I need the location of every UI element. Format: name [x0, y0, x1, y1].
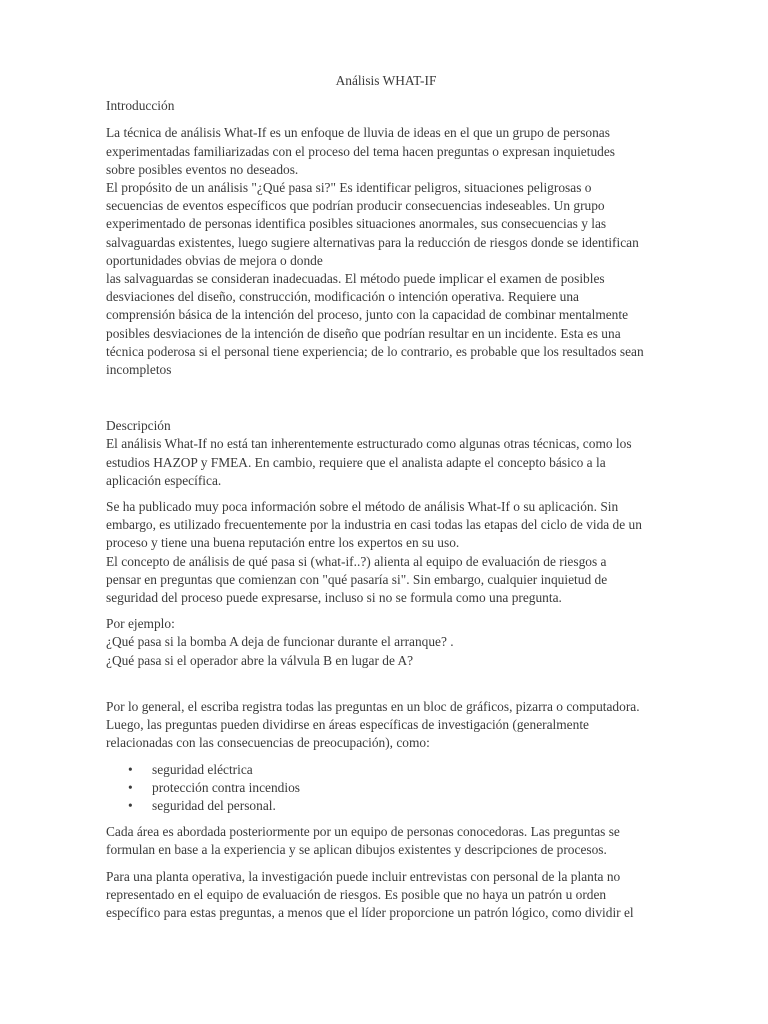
text-line: Se ha publicado muy poca información sobre el método de análisis What-If o su aplicación. Sin — [106, 499, 619, 515]
intro-heading: Introducción — [106, 98, 175, 114]
list-item-label: seguridad del personal. — [152, 797, 276, 813]
text-line: experimentadas familiarizadas con el proceso del tema hacen preguntas o expresan inquietudes — [106, 143, 616, 159]
text-line: El análisis What-If no está tan inherentemente estructurado como algunas otras técnicas, como los — [106, 436, 632, 452]
description-paragraph-1 — [106, 435, 666, 490]
text-line: sobre posibles eventos no deseados. — [106, 161, 299, 177]
document-page — [106, 72, 666, 922]
text-line: comprensión básica de la intención del proceso, junto con la capacidad de combinar mentalmente — [106, 307, 629, 323]
text-line: representado en el equipo de evaluación de riesgos. Es posible que no haya un patrón u orden — [106, 886, 607, 902]
text-line: salvaguardas existentes, luego sugiere alternativas para la reducción de riesgos donde se identifican — [106, 234, 639, 250]
text-line: Por lo general, el escriba registra todas las preguntas en un bloc de gráficos, pizarra o computadora. — [106, 698, 640, 714]
text-line: ¿Qué pasa si el operador abre la válvula B en lugar de A? — [106, 652, 414, 668]
text-line: La técnica de análisis What-If es un enfoque de lluvia de ideas en el que un grupo de personas — [106, 125, 610, 141]
text-line: posibles desviaciones de la intención de diseño que podrían resultar en un incidente. Esta es una — [106, 325, 621, 341]
text-line: Por ejemplo: — [106, 616, 175, 632]
bullet-icon: • — [128, 797, 133, 813]
intro-paragraph — [106, 124, 666, 379]
bullet-icon: • — [128, 779, 133, 795]
list-item — [106, 761, 666, 779]
text-line: El concepto de análisis de qué pasa si (what-if..?) alienta al equipo de evaluación de riesgos a — [106, 553, 607, 569]
text-line: técnica poderosa si el personal tiene experiencia; de lo contrario, es probable que los resultados sean — [106, 343, 644, 359]
list-item-label: seguridad eléctrica — [152, 761, 253, 777]
text-line: incompletos — [106, 362, 172, 378]
text-line: El propósito de un análisis "¿Qué pasa si?" Es identificar peligros, situaciones peligrosas o — [106, 180, 592, 196]
text-line: proceso y tiene una buena reputación entre los expertos en su uso. — [106, 535, 460, 551]
text-line: relacionadas con las consecuencias de preocupación), como: — [106, 735, 430, 751]
text-line: embargo, es utilizado frecuentemente por la industria en casi todas las etapas del ciclo de vida de un — [106, 517, 642, 533]
text-line: secuencias de eventos específicos que podrían producir consecuencias indeseables. Un grupo — [106, 198, 605, 214]
text-line: aplicación específica. — [106, 472, 222, 488]
bullet-list — [106, 761, 666, 816]
plant-paragraph — [106, 868, 666, 923]
document-title: Análisis WHAT-IF — [335, 73, 437, 88]
description-paragraph-2 — [106, 498, 666, 607]
example-paragraph — [106, 615, 666, 670]
text-line: Luego, las preguntas pueden dividirse en áreas específicas de investigación (generalmente — [106, 717, 589, 733]
text-line: oportunidades obvias de mejora o donde — [106, 252, 323, 268]
text-line: Cada área es abordada posteriormente por un equipo de personas conocedoras. Las preguntas se — [106, 824, 620, 840]
bullet-icon: • — [128, 761, 133, 777]
list-item — [106, 797, 666, 815]
text-line: Para una planta operativa, la investigación puede incluir entrevistas con personal de la planta no — [106, 868, 621, 884]
text-line: ¿Qué pasa si la bomba A deja de funcionar durante el arranque? . — [106, 634, 454, 650]
text-line: específico para estas preguntas, a menos que el líder proporcione un patrón lógico, como dividir el — [106, 904, 634, 920]
description-heading: Descripción — [106, 418, 171, 434]
text-line: pensar en preguntas que comienzan con "qué pasaría si". Sin embargo, cualquier inquietud de — [106, 571, 608, 587]
list-item-label: protección contra incendios — [152, 779, 300, 795]
text-line: experimentado de personas identifica posibles situaciones anormales, sus consecuencias y las — [106, 216, 607, 232]
text-line: las salvaguardas se consideran inadecuadas. El método puede implicar el examen de posibles — [106, 271, 605, 287]
area-paragraph — [106, 823, 666, 859]
text-line: desviaciones del diseño, construcción, modificación o intención operativa. Requiere una — [106, 289, 579, 305]
general-paragraph — [106, 698, 666, 753]
text-line: formulan en base a la experiencia y se aplican dibujos existentes y descripciones de procesos. — [106, 842, 607, 858]
text-line: estudios HAZOP y FMEA. En cambio, requiere que el analista adapte el concepto básico a la — [106, 454, 606, 470]
text-line: seguridad del proceso puede expresarse, incluso si no se formula como una pregunta. — [106, 590, 562, 606]
list-item — [106, 779, 666, 797]
